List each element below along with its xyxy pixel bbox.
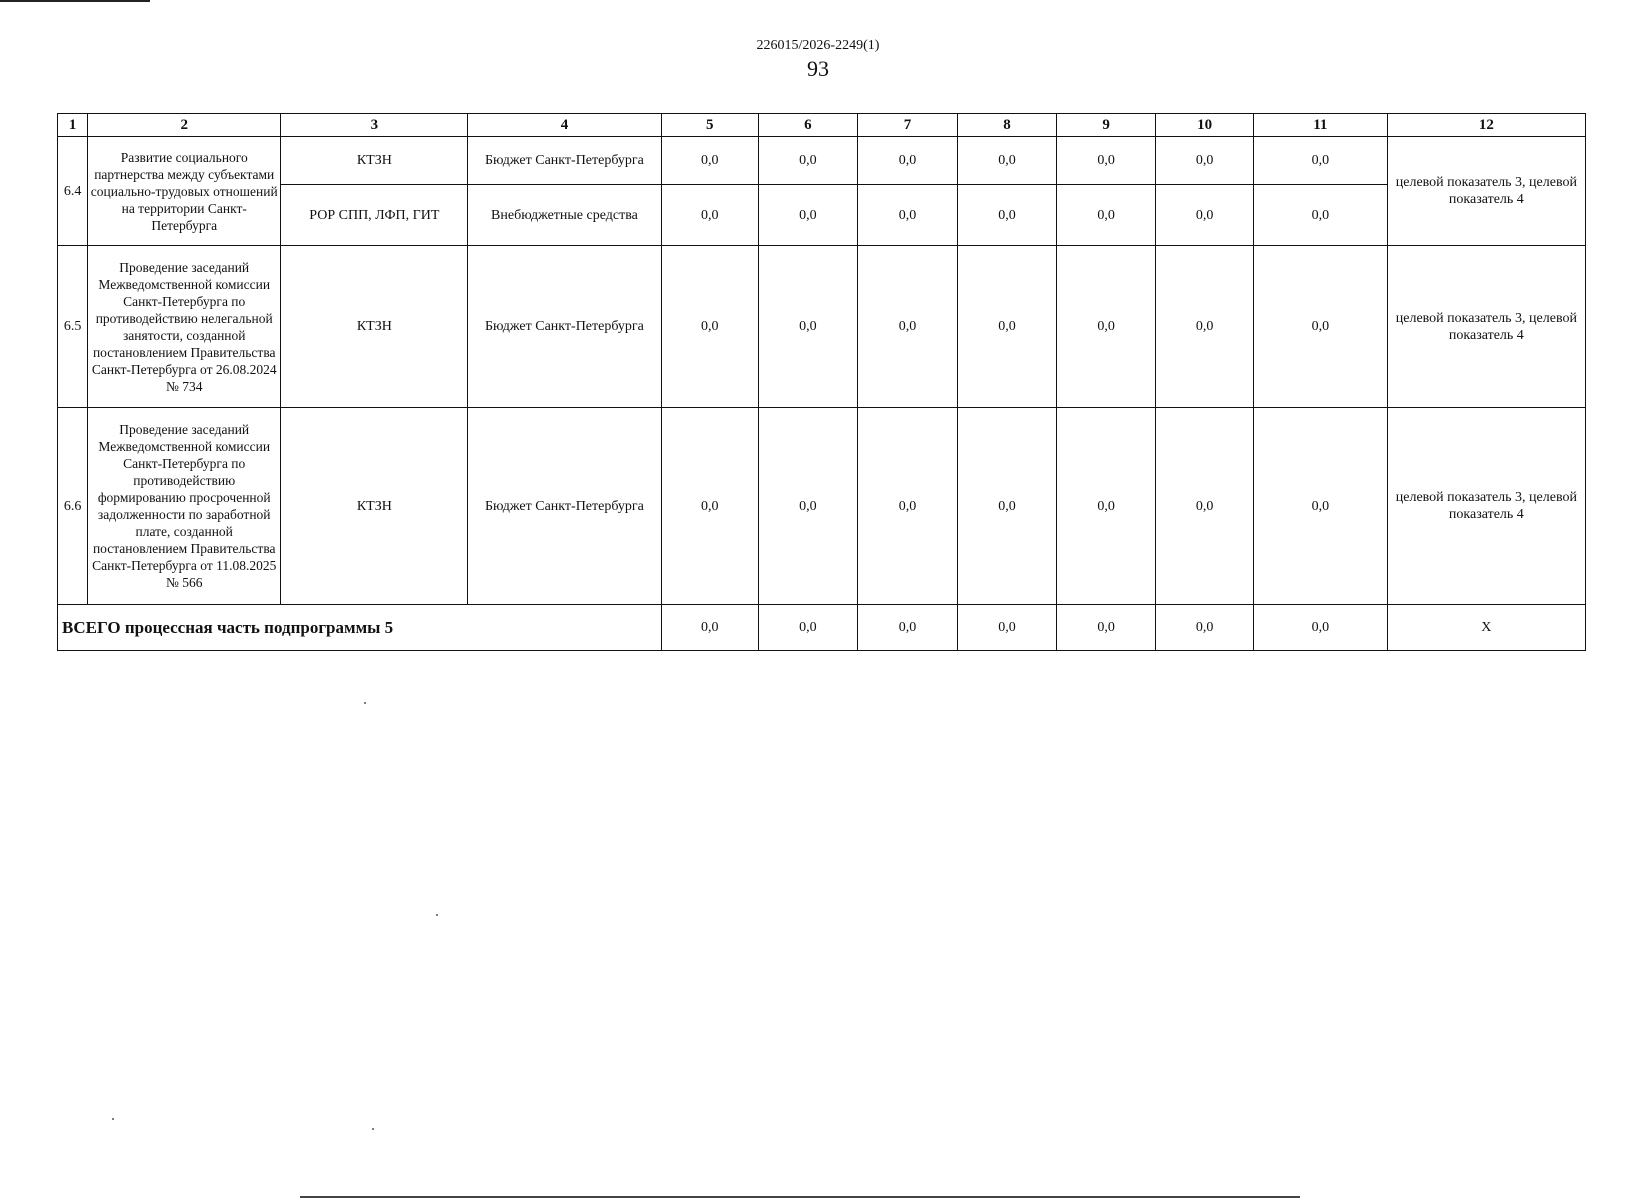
row-number: 6.5	[58, 246, 88, 408]
table-row	[58, 246, 1586, 408]
funding-source-cell: Бюджет Санкт-Петербурга	[468, 246, 661, 408]
value-cell: 0,0	[958, 408, 1057, 605]
total-value-cell: 0,0	[1253, 605, 1387, 651]
col-header-4: 4	[468, 114, 661, 137]
budget-table	[57, 113, 1586, 651]
executor-cell: КТЗН	[281, 137, 468, 185]
value-cell: 0,0	[661, 246, 759, 408]
value-cell: 0,0	[1056, 246, 1156, 408]
row-description: Проведение заседаний Межведомственной комиссии Санкт-Петербурга по противодействию формированию просроченной задолженности по заработной плате, созданной постановлением Правительства Санкт-Петербурга от 11.08.2025 № 566	[88, 408, 281, 605]
col-header-7: 7	[857, 114, 958, 137]
total-row	[58, 605, 1586, 651]
row-description: Развитие социального партнерства между субъектами социально-трудовых отношений на территории Санкт-Петербурга	[88, 137, 281, 246]
col-header-2: 2	[88, 114, 281, 137]
scan-speck	[372, 1128, 374, 1130]
total-label: ВСЕГО процессная часть подпрограммы 5	[58, 605, 662, 651]
scan-corner-mark	[0, 0, 150, 2]
value-cell: 0,0	[759, 246, 858, 408]
col-header-12: 12	[1387, 114, 1585, 137]
value-cell: 0,0	[759, 137, 858, 185]
executor-cell: РОР СПП, ЛФП, ГИТ	[281, 185, 468, 246]
value-cell: 0,0	[857, 408, 958, 605]
total-value-cell: 0,0	[857, 605, 958, 651]
value-cell: 0,0	[857, 137, 958, 185]
col-header-6: 6	[759, 114, 858, 137]
row-number: 6.6	[58, 408, 88, 605]
executor-cell: КТЗН	[281, 246, 468, 408]
scan-speck	[364, 702, 366, 704]
row-number: 6.4	[58, 137, 88, 246]
value-cell: 0,0	[1156, 246, 1254, 408]
scan-speck	[436, 914, 438, 916]
scan-footer-line	[300, 1196, 1300, 1198]
value-cell: 0,0	[857, 185, 958, 246]
indicators-cell: целевой показатель 3, целевой показатель 4	[1387, 408, 1585, 605]
col-header-5: 5	[661, 114, 759, 137]
executor-cell: КТЗН	[281, 408, 468, 605]
total-value-cell: 0,0	[958, 605, 1057, 651]
value-cell: 0,0	[1156, 137, 1254, 185]
indicators-cell: целевой показатель 3, целевой показатель 4	[1387, 137, 1585, 246]
table-row	[58, 185, 1586, 246]
value-cell: 0,0	[759, 408, 858, 605]
total-value-cell: 0,0	[661, 605, 759, 651]
funding-source-cell: Бюджет Санкт-Петербурга	[468, 408, 661, 605]
total-value-cell: 0,0	[1156, 605, 1254, 651]
funding-source-cell: Бюджет Санкт-Петербурга	[468, 137, 661, 185]
value-cell: 0,0	[1056, 137, 1156, 185]
value-cell: 0,0	[958, 137, 1057, 185]
value-cell: 0,0	[1253, 185, 1387, 246]
col-header-9: 9	[1056, 114, 1156, 137]
value-cell: 0,0	[759, 185, 858, 246]
col-header-10: 10	[1156, 114, 1254, 137]
table-row	[58, 137, 1586, 185]
page-number: 93	[807, 56, 829, 81]
value-cell: 0,0	[1056, 408, 1156, 605]
row-description: Проведение заседаний Межведомственной комиссии Санкт-Петербурга по противодействию нелегальной занятости, созданной постановлением Правительства Санкт-Петербурга от 26.08.2024 № 734	[88, 246, 281, 408]
header-row	[58, 114, 1586, 137]
value-cell: 0,0	[857, 246, 958, 408]
col-header-3: 3	[281, 114, 468, 137]
total-value-cell: 0,0	[759, 605, 858, 651]
value-cell: 0,0	[661, 185, 759, 246]
col-header-1: 1	[58, 114, 88, 137]
total-value-cell: 0,0	[1056, 605, 1156, 651]
value-cell: 0,0	[1156, 185, 1254, 246]
document-number: 226015/2026-2249(1)	[756, 38, 880, 53]
value-cell: 0,0	[958, 185, 1057, 246]
scan-speck	[112, 1118, 114, 1120]
indicators-cell: целевой показатель 3, целевой показатель 4	[1387, 246, 1585, 408]
total-last-cell: Х	[1387, 605, 1585, 651]
value-cell: 0,0	[958, 246, 1057, 408]
table-row	[58, 408, 1586, 605]
value-cell: 0,0	[1156, 408, 1254, 605]
value-cell: 0,0	[1253, 408, 1387, 605]
value-cell: 0,0	[1056, 185, 1156, 246]
col-header-11: 11	[1253, 114, 1387, 137]
col-header-8: 8	[958, 114, 1057, 137]
value-cell: 0,0	[661, 137, 759, 185]
value-cell: 0,0	[1253, 137, 1387, 185]
value-cell: 0,0	[1253, 246, 1387, 408]
funding-source-cell: Внебюджетные средства	[468, 185, 661, 246]
value-cell: 0,0	[661, 408, 759, 605]
